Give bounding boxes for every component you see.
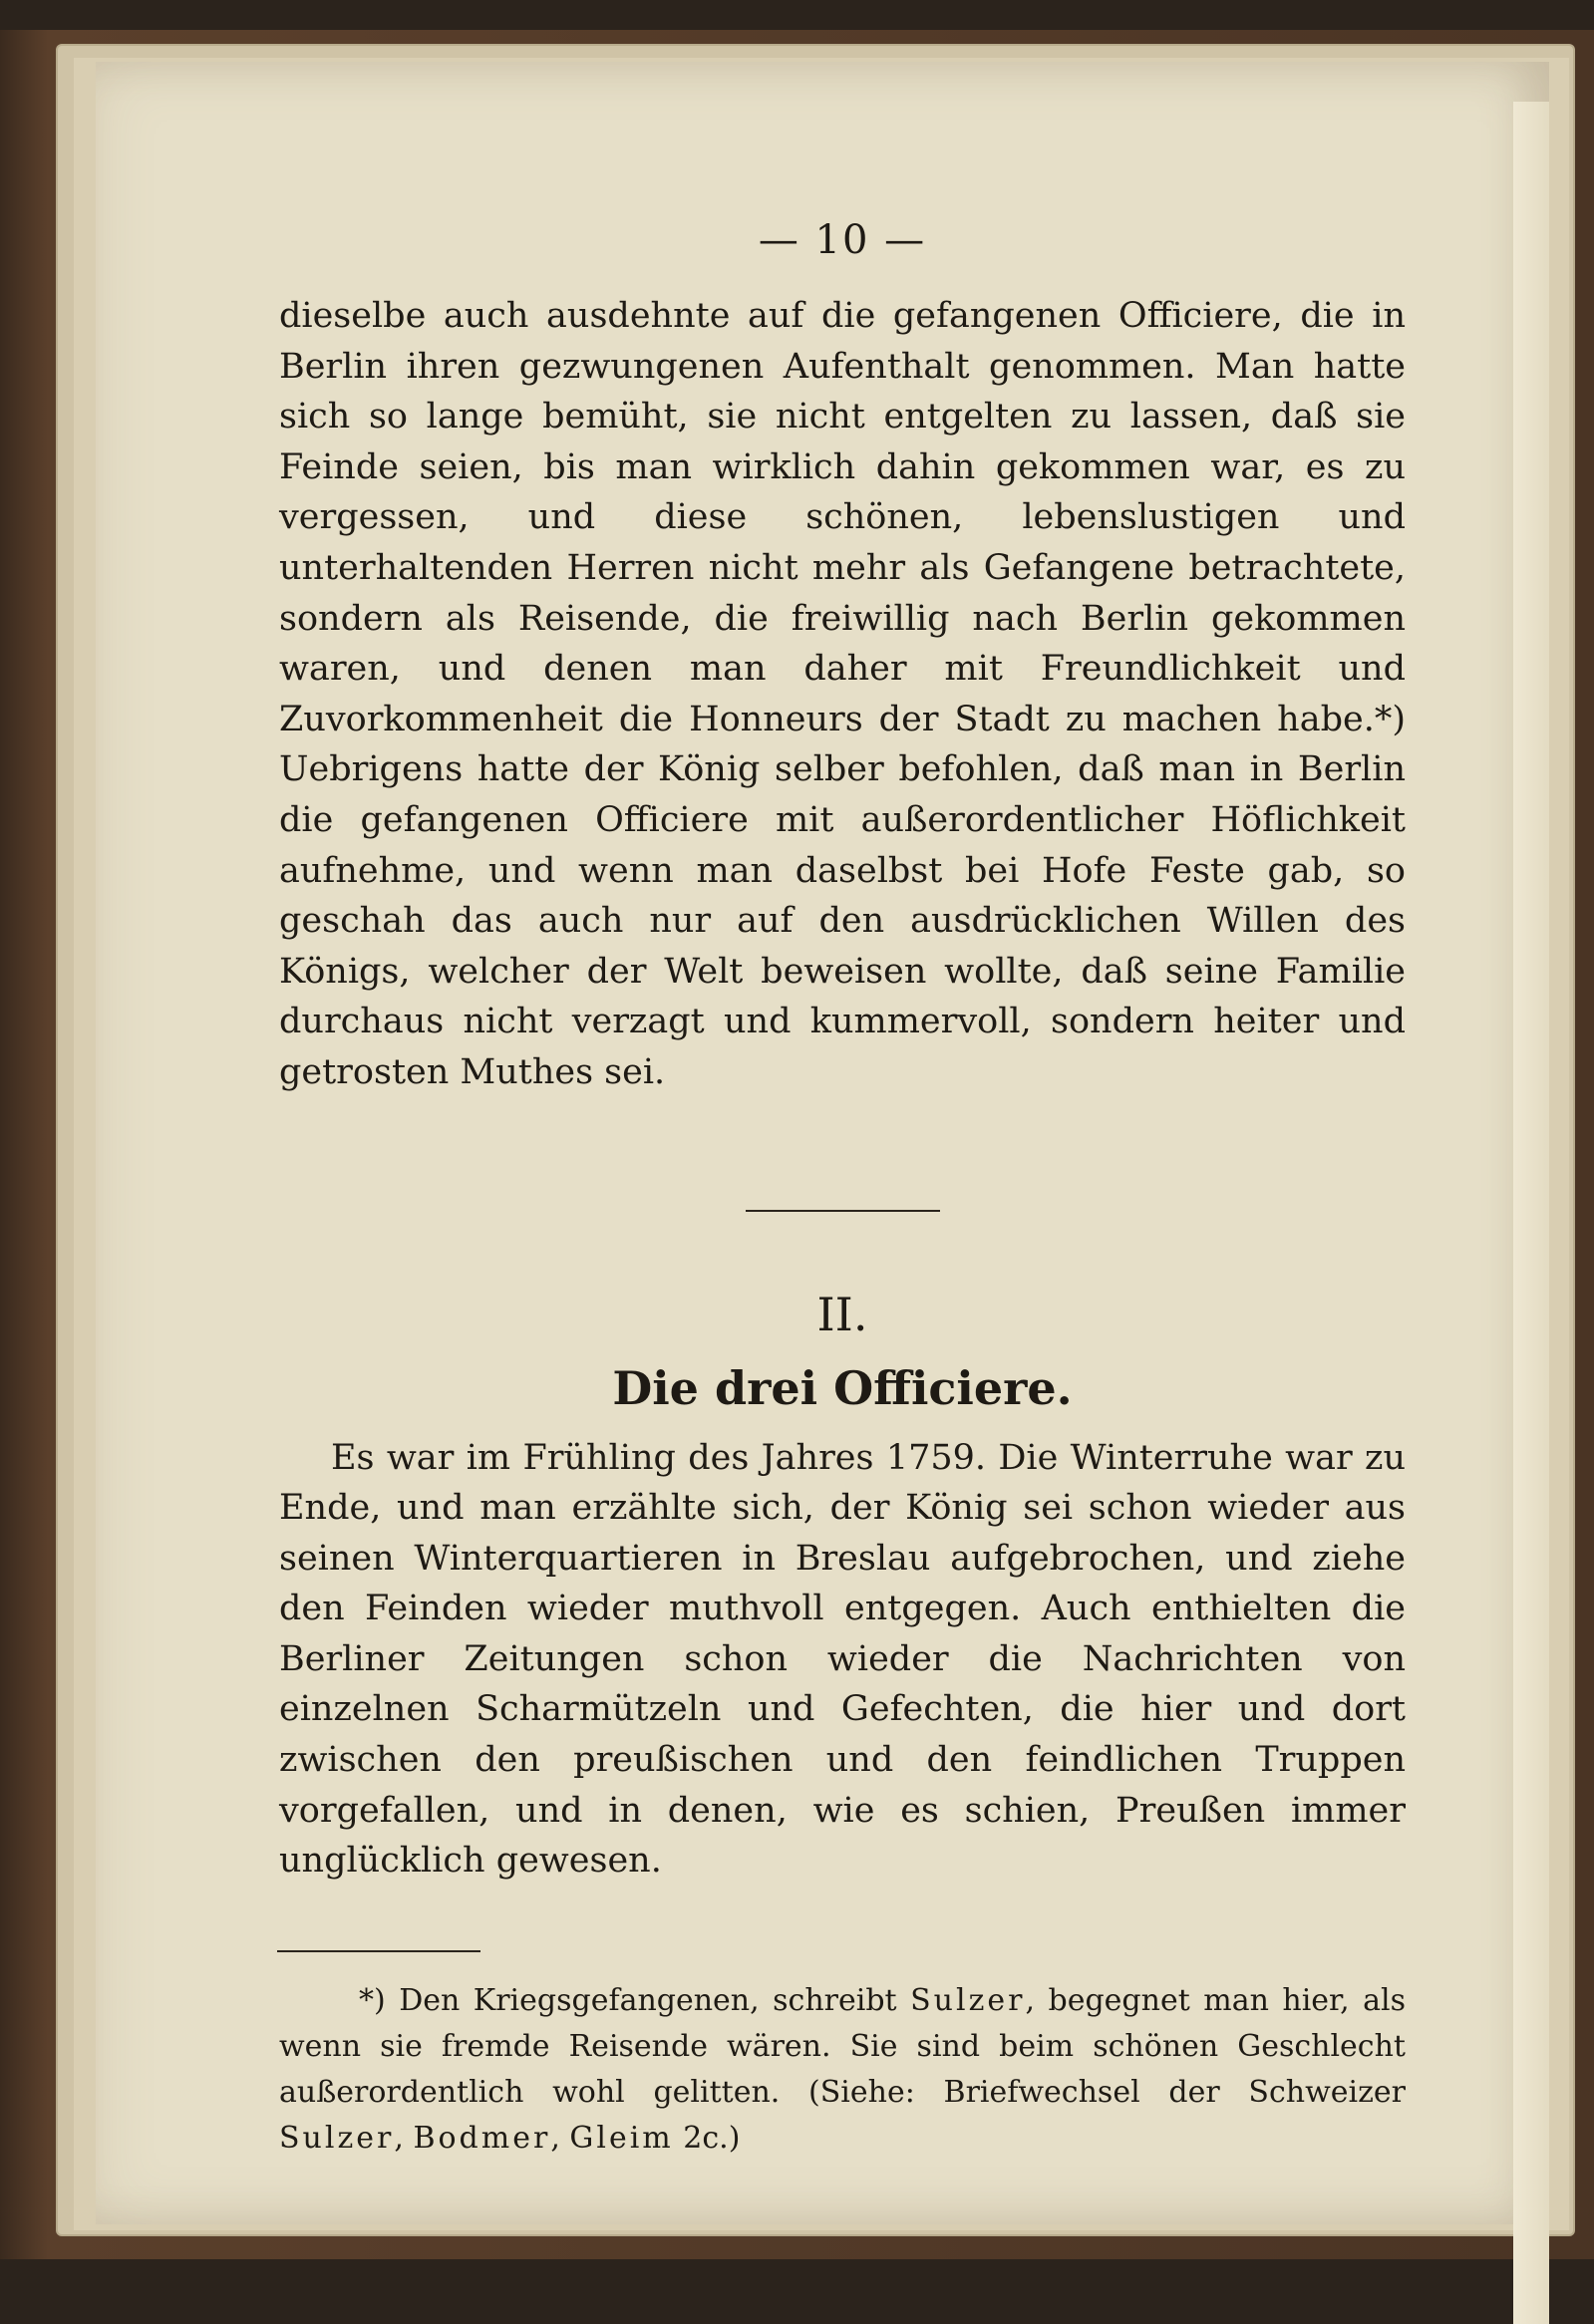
- chapter-title: Die drei Officiere.: [612, 1360, 1073, 1415]
- page-content: [279, 217, 1406, 2162]
- footnote-divider: [277, 1950, 480, 1952]
- footnote-separator: ,: [394, 2120, 414, 2156]
- binding-edge: [1513, 102, 1549, 2324]
- footnote-name-bodmer: Bodmer: [413, 2120, 551, 2156]
- footnote-text-1: *) Den Kriegsgefangenen, schreibt: [359, 1982, 911, 2018]
- footnote-text-2: , begegnet man hier, als wenn sie fremde Reisende wären. Sie sind beim schönen Geschlecht außerordentlich wohl gelitten. (Siehe: Briefwechsel der Schweizer: [279, 1982, 1406, 2110]
- page-number: — 10 —: [758, 217, 927, 263]
- footnote-separator-2: ,: [550, 2120, 570, 2156]
- footnote-name-sulzer-2: Sulzer: [279, 2120, 395, 2156]
- footnote: [279, 1978, 1406, 2162]
- footnote-text-3: 2c.): [673, 2120, 741, 2156]
- section-divider: [746, 1210, 940, 1212]
- paragraph-chapter-start: Es war im Frühling des Jahres 1759. Die Winterruhe war zu Ende, und man erzählte sich, der König sei schon wieder aus seinen Winterquartieren in Breslau aufgebrochen, und ziehe den Feinden wieder muthvoll entgegen. Auch enthielten die Berliner Zeitungen schon wieder die Nachrichten von einzelnen Scharmützeln und Gefechten, die hier und dort zwischen den preußischen und den feindlichen Truppen vorgefallen, und in denen, wie es schien, Preußen immer unglücklich gewesen.: [279, 1437, 1406, 1882]
- footnote-name-gleim: Gleim: [569, 2120, 674, 2156]
- footnote-name-sulzer: Sulzer: [910, 1982, 1026, 2018]
- paragraph-continued: dieselbe auch ausdehnte auf die gefangenen Officiere, die in Berlin ihren gezwungenen Aufenthalt genommen. Man hatte sich so lange bemüht, sie nicht entgelten zu lassen, daß sie Feinde seien, bis man wirklich dahin gekommen war, es zu vergessen, und diese schönen, lebenslustigen und unterhaltenden Herren nicht mehr als Gefangene betrachtete, sondern als Reisende, die freiwillig nach Berlin gekommen waren, und denen man daher mit Freundlichkeit und Zuvorkommenheit die Honneurs der Stadt zu machen habe.*) Uebrigens hatte der König selber befohlen, daß man in Berlin die gefangenen Officiere mit außerordentlicher Höflichkeit aufnehme, und wenn man daselbst bei Hofe Feste gab, so geschah das auch nur auf den ausdrücklichen Willen des Königs, welcher der Welt beweisen wollte, daß seine Familie durchaus nicht verzagt und kummervoll, sondern heiter und getrosten Muthes sei.: [279, 296, 1406, 1092]
- chapter-number: II.: [816, 1287, 868, 1341]
